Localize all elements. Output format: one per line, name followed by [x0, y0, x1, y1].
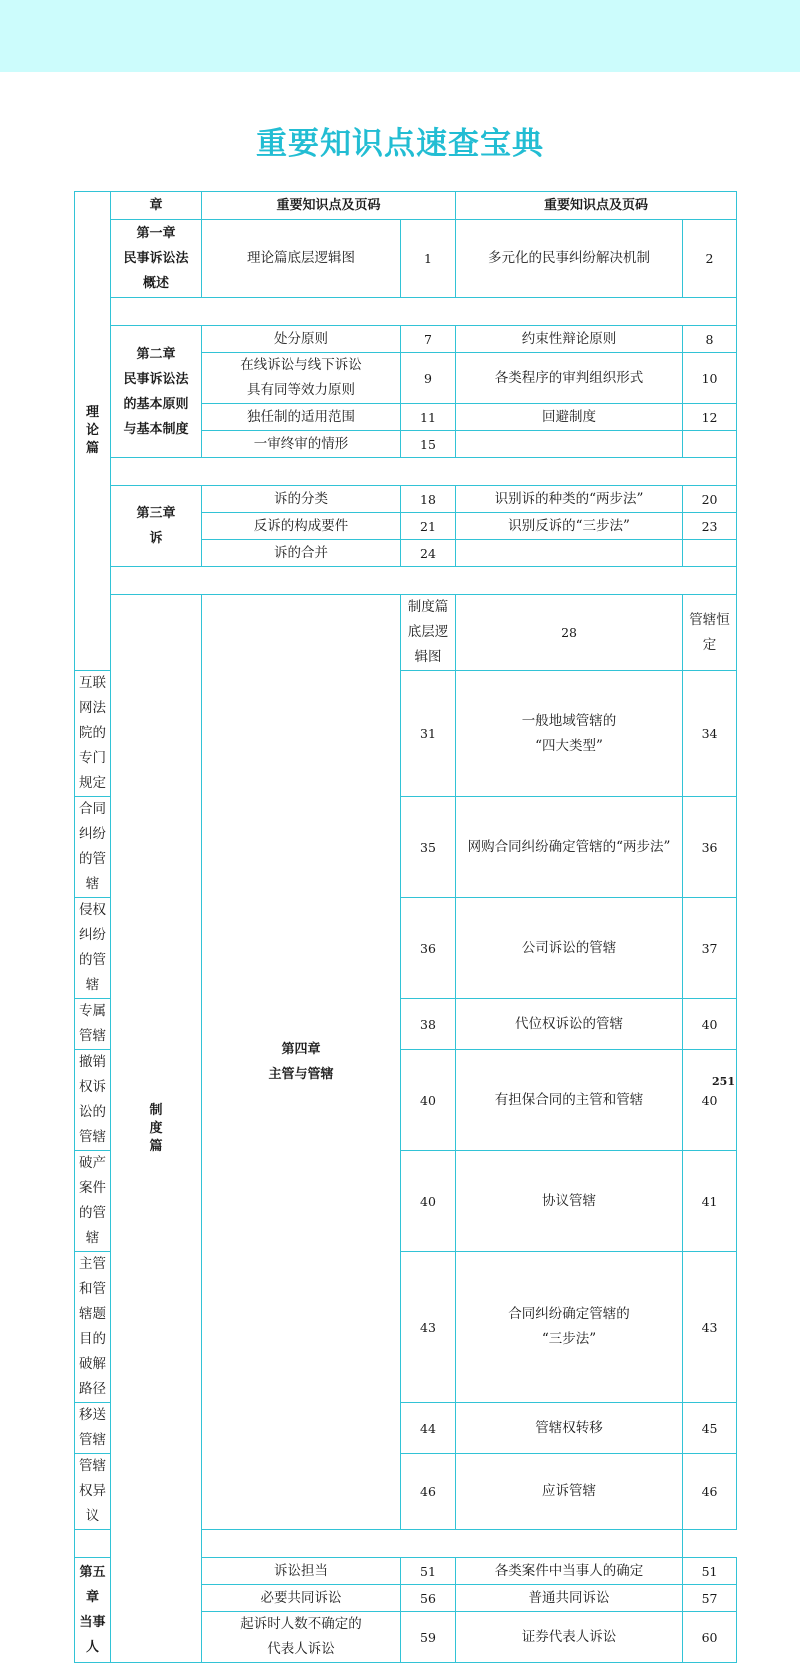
page-ref-left: 46 — [401, 1454, 456, 1530]
page-ref-left: 11 — [401, 404, 456, 431]
chapter-ch4-line: 第四章 — [281, 1042, 321, 1057]
topic-left-line: 具有同等效力原则 — [247, 382, 355, 398]
chapter-ch4-line: 主管与管辖 — [268, 1067, 334, 1082]
chapter-ch5 — [75, 1558, 111, 1663]
topic-right-line: 应诉管辖 — [542, 1483, 597, 1499]
topic-right — [456, 1454, 683, 1530]
page-ref-left: 15 — [401, 431, 456, 458]
topic-left-line: 专属管辖 — [79, 1003, 106, 1044]
topic-left — [202, 353, 401, 404]
topic-right — [456, 1050, 683, 1151]
page-ref-left: 43 — [401, 1252, 456, 1403]
table-row — [75, 220, 737, 298]
topic-right — [456, 898, 683, 999]
topic-left-line: 一审终审的情形 — [253, 435, 349, 452]
topic-left-line: 独任制的适用范围 — [247, 408, 355, 425]
topic-right-line: 回避制度 — [542, 408, 597, 425]
topic-left — [202, 486, 401, 513]
chapter-ch3 — [111, 486, 202, 567]
part-theory — [75, 192, 111, 671]
topic-right — [456, 1252, 683, 1403]
topic-left — [202, 540, 401, 567]
topic-right-line: 有担保合同的主管和管辖 — [494, 1091, 644, 1108]
topic-left — [202, 513, 401, 540]
page-number: 251 — [712, 1075, 735, 1088]
page-title: 重要知识点速查宝典 — [256, 126, 544, 162]
topic-left-line: 侵权纠纷的管辖 — [79, 902, 106, 993]
topic-right-line: 识别反诉的“三步法” — [508, 517, 630, 534]
topic-left-line: 代表人诉讼 — [267, 1641, 335, 1657]
topic-right-line: 识别诉的种类的“两步法” — [494, 490, 644, 507]
topic-right — [456, 353, 683, 404]
topic-right — [456, 999, 683, 1050]
chapter-ch3-line: 诉 — [149, 531, 163, 546]
page-ref-left: 31 — [401, 671, 456, 797]
page-ref-right — [683, 540, 737, 567]
page-ref-left: 21 — [401, 513, 456, 540]
toc-table — [74, 191, 737, 1663]
table-row — [75, 326, 737, 353]
spacer-cell — [111, 567, 737, 595]
page-ref-left: 28 — [456, 595, 683, 671]
page-ref-right: 34 — [683, 671, 737, 797]
page-ref-left: 7 — [401, 326, 456, 353]
chapter-ch5-line: 当事人 — [79, 1615, 106, 1655]
topics-header-left: 重要知识点及页码 — [202, 192, 456, 220]
page-ref-right: 23 — [683, 513, 737, 540]
topic-left — [75, 999, 111, 1050]
part-system-line: 篇 — [149, 1138, 163, 1154]
topic-right-line: 多元化的民事纠纷解决机制 — [488, 250, 651, 266]
page-ref-right: 8 — [683, 326, 737, 353]
page-ref-left: 36 — [401, 898, 456, 999]
spacer-row — [75, 298, 737, 326]
topic-right — [456, 1612, 683, 1663]
page-ref-left: 18 — [401, 486, 456, 513]
topic-right-line: 管辖恒定 — [689, 611, 730, 653]
topic-right-line: 证券代表人诉讼 — [521, 1628, 617, 1645]
page-ref-left: 1 — [401, 220, 456, 298]
topic-left — [202, 220, 401, 298]
page-ref-left: 59 — [401, 1612, 456, 1663]
part-theory-line: 理 — [85, 405, 99, 420]
topic-left-line: 诉讼担当 — [274, 1562, 328, 1579]
part-system — [111, 595, 202, 1663]
topic-right-line: 一般地域管辖的 — [521, 712, 617, 729]
page-ref-left: 56 — [401, 1585, 456, 1612]
topic-right-line: 网购合同纠纷确定管辖的“两步法” — [467, 838, 671, 855]
part-system-line: 度 — [149, 1120, 163, 1136]
page-ref-left: 38 — [401, 999, 456, 1050]
chapter-ch2 — [111, 326, 202, 458]
topic-left — [202, 431, 401, 458]
topic-left — [75, 1403, 111, 1454]
page-ref-right: 12 — [683, 404, 737, 431]
topic-left-line: 专门规定 — [79, 750, 106, 791]
topic-right-line: 管辖权转移 — [535, 1419, 603, 1436]
topic-right-line: 各类案件中当事人的确定 — [494, 1562, 644, 1579]
topic-left — [75, 1050, 111, 1151]
table-row — [75, 486, 737, 513]
chapter-ch1-line: 概述 — [142, 276, 169, 291]
page-ref-right: 36 — [683, 797, 737, 898]
page-ref-right: 37 — [683, 898, 737, 999]
topic-left-line: 管辖权异议 — [79, 1458, 106, 1524]
topic-left — [75, 797, 111, 898]
page-ref-right: 40 — [683, 1050, 737, 1151]
topic-left-line: 处分原则 — [274, 330, 328, 347]
topic-left — [202, 1612, 401, 1663]
page-ref-left: 40 — [401, 1151, 456, 1252]
table-row — [75, 595, 737, 671]
topic-left-line: 撤销权诉讼的管辖 — [79, 1054, 106, 1145]
topic-left-line: 移送管辖 — [79, 1407, 106, 1448]
header-row — [75, 192, 737, 220]
topic-left — [202, 404, 401, 431]
page-ref-right — [683, 431, 737, 458]
topic-left-line: 互联网法院的 — [79, 675, 106, 741]
topic-left — [75, 1454, 111, 1530]
topic-right-line: “四大类型” — [535, 737, 603, 754]
topic-right — [456, 1558, 683, 1585]
topic-right — [456, 431, 683, 458]
page-ref-left: 35 — [401, 797, 456, 898]
page-ref-right: 43 — [683, 1252, 737, 1403]
page-ref-left: 40 — [401, 1050, 456, 1151]
topic-left — [75, 1151, 111, 1252]
topic-right — [456, 486, 683, 513]
page-ref-left: 9 — [401, 353, 456, 404]
topic-right — [456, 671, 683, 797]
chapter-ch2-line: 的基本原则 — [123, 396, 189, 412]
header-band — [0, 0, 800, 72]
topic-right-line: “三步法” — [541, 1331, 597, 1347]
page-ref-right: 10 — [683, 353, 737, 404]
chapter-ch4 — [202, 595, 401, 1530]
page-ref-left: 24 — [401, 540, 456, 567]
topic-right-line: 代位权诉讼的管辖 — [515, 1015, 624, 1032]
topic-left-line: 在线诉讼与线下诉讼 — [240, 357, 362, 373]
chapter-ch1-line: 民事诉讼法 — [123, 251, 189, 266]
page-ref-right: 60 — [683, 1612, 737, 1663]
topic-left-line: 诉的分类 — [274, 490, 328, 507]
topic-right — [456, 1403, 683, 1454]
topic-left-line: 破产案件的管辖 — [79, 1155, 106, 1246]
topic-right — [456, 513, 683, 540]
topic-left — [202, 326, 401, 353]
topic-right — [456, 220, 683, 298]
chapter-ch2-line: 第二章 — [136, 346, 176, 362]
spacer-row — [75, 1530, 737, 1558]
topic-left-line: 诉的合并 — [274, 544, 328, 561]
topic-right-line: 公司诉讼的管辖 — [521, 939, 617, 956]
topic-right — [456, 1151, 683, 1252]
topic-left-line: 反诉的构成要件 — [253, 517, 349, 534]
chapter-ch3-line: 第三章 — [136, 506, 176, 521]
page-ref-right: 2 — [683, 220, 737, 298]
page-ref-right: 51 — [683, 1558, 737, 1585]
topic-left — [75, 898, 111, 999]
chapter-ch1-line: 第一章 — [136, 226, 176, 241]
topic-right-line: 合同纠纷确定管辖的 — [508, 1306, 630, 1322]
page-ref-right: 40 — [683, 999, 737, 1050]
topic-left-line: 合同纠纷的管辖 — [79, 801, 106, 892]
topic-right — [456, 404, 683, 431]
topic-left — [401, 595, 456, 671]
chapter-ch2-line: 与基本制度 — [123, 421, 189, 437]
chapter-ch5-line: 第五章 — [79, 1565, 106, 1605]
page-ref-left: 51 — [401, 1558, 456, 1585]
topic-right — [456, 1585, 683, 1612]
topic-right — [456, 326, 683, 353]
page-ref-right: 57 — [683, 1585, 737, 1612]
topic-left-line: 制度篇底层逻辑图 — [407, 599, 449, 665]
spacer-cell — [111, 298, 737, 326]
chapter-ch2-line: 民事诉讼法 — [123, 371, 189, 387]
part-theory-line: 篇 — [85, 441, 99, 456]
topic-right-line: 约束性辩论原则 — [521, 330, 617, 347]
spacer-cell — [75, 1530, 683, 1558]
topic-left-line: 破解路径 — [79, 1356, 106, 1397]
topic-left-line: 理论篇底层逻辑图 — [247, 250, 355, 266]
topics-header-right: 重要知识点及页码 — [456, 192, 737, 220]
topic-right — [683, 595, 737, 671]
topic-left — [202, 1585, 401, 1612]
topic-left-line: 主管和管辖题目的 — [79, 1256, 106, 1347]
spacer-row — [75, 567, 737, 595]
topic-right — [456, 797, 683, 898]
topic-right-line: 普通共同诉讼 — [528, 1589, 610, 1606]
topic-left — [75, 671, 111, 797]
spacer-cell — [111, 458, 737, 486]
topic-left-line: 起诉时人数不确定的 — [240, 1616, 362, 1632]
page-ref-left: 44 — [401, 1403, 456, 1454]
page-ref-right: 46 — [683, 1454, 737, 1530]
spacer-row — [75, 458, 737, 486]
page-ref-right: 20 — [683, 486, 737, 513]
topic-left — [202, 1558, 401, 1585]
part-theory-line: 论 — [85, 423, 99, 438]
topic-left — [75, 1252, 111, 1403]
chapter-ch1 — [111, 220, 202, 298]
topic-left-line: 必要共同诉讼 — [260, 1589, 342, 1606]
part-system-line: 制 — [149, 1102, 163, 1118]
topic-right — [456, 540, 683, 567]
page-ref-right: 45 — [683, 1403, 737, 1454]
topic-right-line: 各类程序的审判组织形式 — [494, 369, 644, 386]
chapter-header: 章 — [111, 192, 202, 220]
topic-right-line: 协议管辖 — [542, 1192, 597, 1209]
page-ref-right: 41 — [683, 1151, 737, 1252]
